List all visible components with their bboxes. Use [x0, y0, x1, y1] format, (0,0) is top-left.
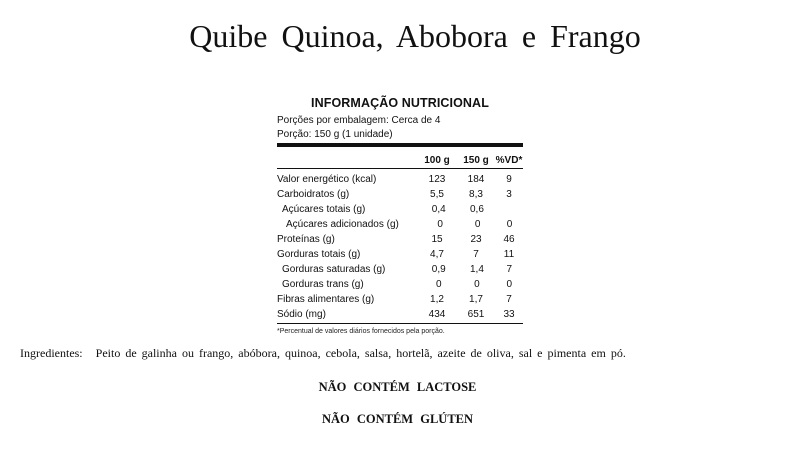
value-vd: 33: [503, 309, 515, 320]
value-vd: 0: [506, 279, 513, 290]
value-150g: 8,3: [469, 189, 483, 200]
value-100g: 0: [435, 279, 442, 290]
value-100g: 15: [431, 234, 443, 245]
value-150g: 0: [474, 219, 481, 230]
nutrient-label: Gorduras saturadas (g): [282, 264, 386, 275]
value-100g: 0: [437, 219, 443, 230]
value-150g: 0: [474, 279, 480, 290]
value-vd: 0: [506, 219, 513, 230]
value-150g: 0,6: [470, 204, 484, 215]
value-vd: 46: [503, 234, 515, 245]
nutrient-label: Proteínas (g): [277, 234, 335, 245]
nutrient-label: Açúcares adicionados (g): [286, 219, 399, 230]
servings-per-package: Porções por embalagem: Cerca de 4: [277, 115, 441, 126]
value-vd: 7: [506, 294, 512, 305]
ingredients-label: Ingredientes:: [20, 346, 83, 360]
table-row: [277, 232, 523, 247]
nutrition-facts-table: [277, 96, 523, 336]
lactose-free-notice: NÃO CONTÉM LACTOSE: [318, 380, 477, 394]
table-row: [277, 247, 523, 262]
value-100g: 0,4: [431, 204, 446, 215]
table-row: [277, 217, 523, 232]
nutrient-label: Gorduras totais (g): [277, 249, 361, 260]
value-150g: 1,7: [469, 294, 483, 305]
value-100g: 4,7: [430, 249, 444, 260]
value-vd: 7: [506, 264, 513, 275]
value-vd: 9: [506, 174, 512, 185]
value-150g: 1,4: [470, 264, 484, 275]
column-header-row: [277, 152, 523, 168]
value-100g: 0,9: [431, 264, 446, 275]
product-title: Quibe Quinoa, Abobora e Frango: [189, 18, 641, 54]
ingredients-line: [20, 346, 800, 361]
nutrient-label: Fibras alimentares (g): [277, 294, 375, 305]
table-row: [277, 262, 523, 277]
serving-size: Porção: 150 g (1 unidade): [277, 129, 393, 140]
table-row: [277, 187, 523, 202]
nutrition-heading: INFORMAÇÃO NUTRICIONAL: [311, 96, 489, 110]
bottom-divider: [277, 323, 523, 324]
daily-value-footnote: *Percentual de valores diários fornecidos pela porção.: [277, 328, 445, 335]
thin-divider: [277, 168, 523, 169]
column-header-100g: 100 g: [424, 154, 450, 166]
value-vd: 11: [503, 249, 515, 260]
gluten-free-notice: NÃO CONTÉM GLÚTEN: [321, 412, 474, 426]
nutrient-label: Valor energético (kcal): [277, 174, 377, 185]
value-150g: 23: [470, 234, 482, 245]
table-row: [277, 202, 523, 217]
value-150g: 7: [473, 249, 479, 260]
table-row: [277, 307, 523, 322]
value-100g: 123: [428, 174, 446, 185]
nutrient-label: Sódio (mg): [277, 309, 326, 320]
table-row: [277, 292, 523, 307]
column-header-vd: %VD*: [495, 154, 523, 166]
table-row: [277, 277, 523, 292]
value-100g: 5,5: [430, 189, 444, 200]
ingredients-text: Peito de galinha ou frango, abóbora, quinoa, cebola, salsa, hortelã, azeite de oliva, sal e pimenta em pó.: [95, 346, 626, 360]
nutrient-label: Gorduras trans (g): [282, 279, 364, 290]
column-header-150g: 150 g: [463, 154, 489, 166]
value-vd: 3: [506, 189, 512, 200]
value-100g: 434: [428, 309, 446, 320]
value-150g: 651: [467, 309, 485, 320]
thick-divider: [277, 143, 523, 147]
nutrient-label: Carboidratos (g): [277, 189, 350, 200]
value-150g: 184: [467, 174, 485, 185]
nutrient-label: Açúcares totais (g): [282, 204, 366, 215]
table-row: [277, 172, 523, 187]
value-100g: 1,2: [430, 294, 444, 305]
